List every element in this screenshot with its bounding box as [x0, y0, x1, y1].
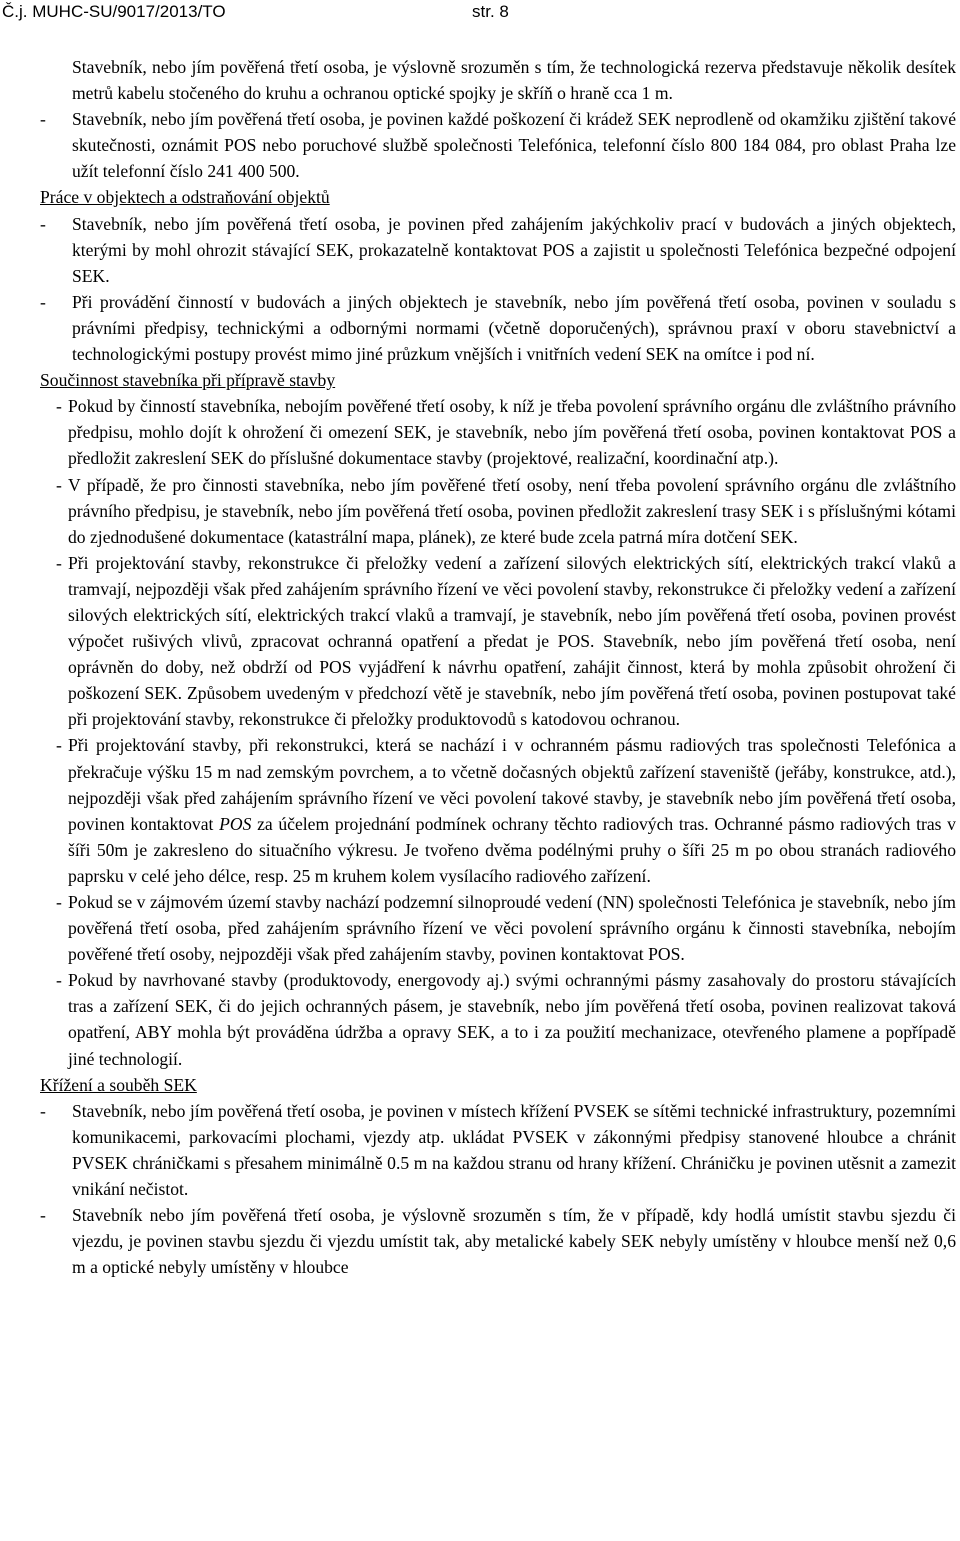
list-item-text: Pokud by navrhované stavby (produktovody, energovody aj.) svými ochrannými pásmy zasahovaly do prostoru stávajících tras a zařízení SEK, či do jejich ochranných pásem, je stavebník, nebo jím pověřená třetí osoba, povinen realizovat taková opatření, ABY mohla být prováděna údržba a opravy SEK, a to i za použití mechanizace, otevřeného plamene a popřípadě jiné technologií.	[68, 970, 956, 1069]
list-item	[40, 889, 956, 967]
list-item	[40, 550, 956, 733]
page-number: str. 8	[472, 2, 509, 21]
list-item	[40, 472, 956, 550]
list-dash: -	[56, 474, 62, 495]
list-item	[40, 289, 956, 367]
list-item-text: Pokud by činností stavebníka, nebojím pověřené třetí osoby, k níž je třeba povolení správního orgánu dle zvláštního právního předpisu, mohlo dojít k ohrožení či omezení SEK, je stavebník, nebo jím pověřená třetí osoba, povinen kontaktovat POS a předložit zakreslení SEK do příslušné dokumentace stavby (projektové, realizační, koordinační atp.).	[68, 396, 956, 469]
list-item	[40, 967, 956, 1071]
section-heading-buildings: Práce v objektech a odstraňování objektů	[40, 187, 330, 208]
list-item	[40, 1098, 956, 1202]
list-item-text: Stavebník, nebo jím pověřená třetí osoba, je povinen v místech křížení PVSEK se sítěmi technické infrastruktury, pozemními komunikacemi, parkovacími plochami, vjezdy atp. ukládat PVSEK v zákonnými předpisy stanovené hloubce a chránit PVSEK chráničkami s přesahem minimálně 0.5 m na každou stranu od hrany křížení. Chráničku je povinen utěsnit a zamezit vnikání nečistot.	[72, 1100, 956, 1200]
list-item-damage	[40, 106, 956, 184]
list-dash: -	[56, 552, 62, 573]
list-item-text: V případě, že pro činnosti stavebníka, nebo jím pověřené třetí osoby, není třeba povolení správního orgánu dle zvláštního právního předpisu, je stavebník, nebo jím pověřená třetí osoba, povinen předložit zakreslení trasy SEK i s příslušnými kótami do zjednodušené dokumentace (katastrální mapa, plánek), ze které bude zcela patrná míra dotčení SEK.	[68, 474, 956, 547]
pos-italic: POS	[219, 813, 252, 834]
list-dash: -	[56, 970, 62, 991]
list-dash: -	[56, 396, 62, 417]
section-heading-crossing: Křížení a souběh SEK	[40, 1074, 197, 1095]
list-item-text: Při projektování stavby, rekonstrukce či přeložky vedení a zařízení silových elektrických sítí, elektrických trakcí vlaků a tramvají, nejpozději však před zahájením správního řízení ve věci povolení stavby, rekonstrukce či přeložky vedení a zařízení silových elektrických sítí, elektrických trakcí vlaků a tramvají, je stavebník, nebo jím pověřená třetí osoba, povinen provést výpočet rušivých vlivů, zpracovat ochranná opatření a předat je POS. Stavebník, nebo jím pověřená třetí osoba, není oprávněn do doby, než obdrží od POS vyjádření k návrhu opatření, zahájit činnost, která by mohla způsobit ohrožení či poškození SEK. Způsobem uvedeným v předchozí větě je stavebník, nebo jím pověřená třetí osoba, povinen postupovat také při projektování stavby, rekonstrukce či přeložky produktovodů s katodovou ochranou.	[68, 552, 956, 730]
list-item-text: Stavebník, nebo jím pověřená třetí osoba, je povinen před zahájením jakýchkoliv prací v budovách a jiných objektech, kterými by mohl ohrozit stávající SEK, prokazatelně kontaktovat POS a zajistit u společnosti Telefónica bezpečné odpojení SEK.	[72, 213, 956, 286]
list-item	[40, 1202, 956, 1280]
list-item	[40, 393, 956, 471]
list-item-text: za účelem projednání podmínek ochrany těchto radiových tras. Ochranné pásmo radiových tras v šíři 50m je zakresleno do situačního výkresu. Je tvořeno dvěma podélnými pruhy o šíři 25 m po obou stranách radiového paprsku v celé jeho délce, resp. 25 m kruhem kolem vysílacího radiového zařízení.	[68, 813, 956, 886]
list-item-radio-routes	[40, 732, 956, 889]
list-dash: -	[40, 213, 46, 234]
list-dash: -	[40, 1100, 46, 1121]
list-dash: -	[56, 735, 62, 756]
list-item-text: Při provádění činností v budovách a jiných objektech je stavebník, nebo jím pověřená třetí osoba, povinen v souladu s právními předpisy, technickými a odbornými normami (včetně doporučených), správnou praxí v oboru stavebnictví a technologickými postupy provést mimo jiné průzkum vnějších i vnitřních vedení SEK na omítce i pod ní.	[72, 291, 956, 365]
list-item-text: Pokud se v zájmovém území stavby nachází podzemní silnoproudé vedení (NN) společnosti Telefónica je stavebník, nebo jím pověřená třetí osoba, před zahájením správního řízení ve věci povolení správního orgánu k činnosti stavebníka, nebojím pověřené třetí osoby, nejpozději však před zahájením stavby, povinen kontaktovat POS.	[68, 892, 956, 965]
list-dash: -	[40, 109, 46, 130]
list-item	[40, 211, 956, 289]
list-item-text: Při projektování stavby, při rekonstrukci, která se nachází i v ochranném pásmu radiových tras společnosti Telefónica a překračuje výšku 15 m nad zemským povrchem, a to včetně dočasných objektů zařízení staveniště (jeřáby, konstrukce, atd.), nejpozději však před zahájením správního řízení ve věci povolení takové stavby, je stavebník nebo jím pověřená třetí osoba, povinen kontaktovat	[68, 735, 956, 834]
document-body	[40, 54, 956, 1280]
paragraph-reserve: Stavebník, nebo jím pověřená třetí osoba, je výslovně srozuměn s tím, že technologická rezerva představuje několik desítek metrů kabelu stočeného do kruhu a ochranou optické spojky je skříň o hraně cca 1 m.	[72, 57, 956, 104]
list-dash: -	[56, 892, 62, 912]
section-heading-cooperation: Součinnost stavebníka při přípravě stavby	[40, 370, 336, 391]
list-dash: -	[40, 1205, 46, 1226]
list-dash: -	[40, 291, 46, 312]
list-item-text: Stavebník, nebo jím pověřená třetí osoba, je povinen každé poškození či krádež SEK neprodleně od okamžiku zjištění takové skutečnosti, oznámit POS nebo poruchové službě společnosti Telefónica, telefonní číslo 800 184 084, pro oblast Praha lze užít telefonní číslo 241 400 500.	[72, 109, 956, 182]
list-item-text: Stavebník nebo jím pověřená třetí osoba, je výslovně srozuměn s tím, že v případě, kdy hodlá umístit stavbu sjezdu či vjezdu, je povinen stavbu sjezdu či vjezdu umístit tak, aby metalické kabely SEK nebyly umístěny v hloubce menší než 0,6 m a optické nebyly umístěny v hloubce	[72, 1205, 956, 1278]
document-reference: Č.j. MUHC-SU/9017/2013/TO	[2, 2, 226, 21]
